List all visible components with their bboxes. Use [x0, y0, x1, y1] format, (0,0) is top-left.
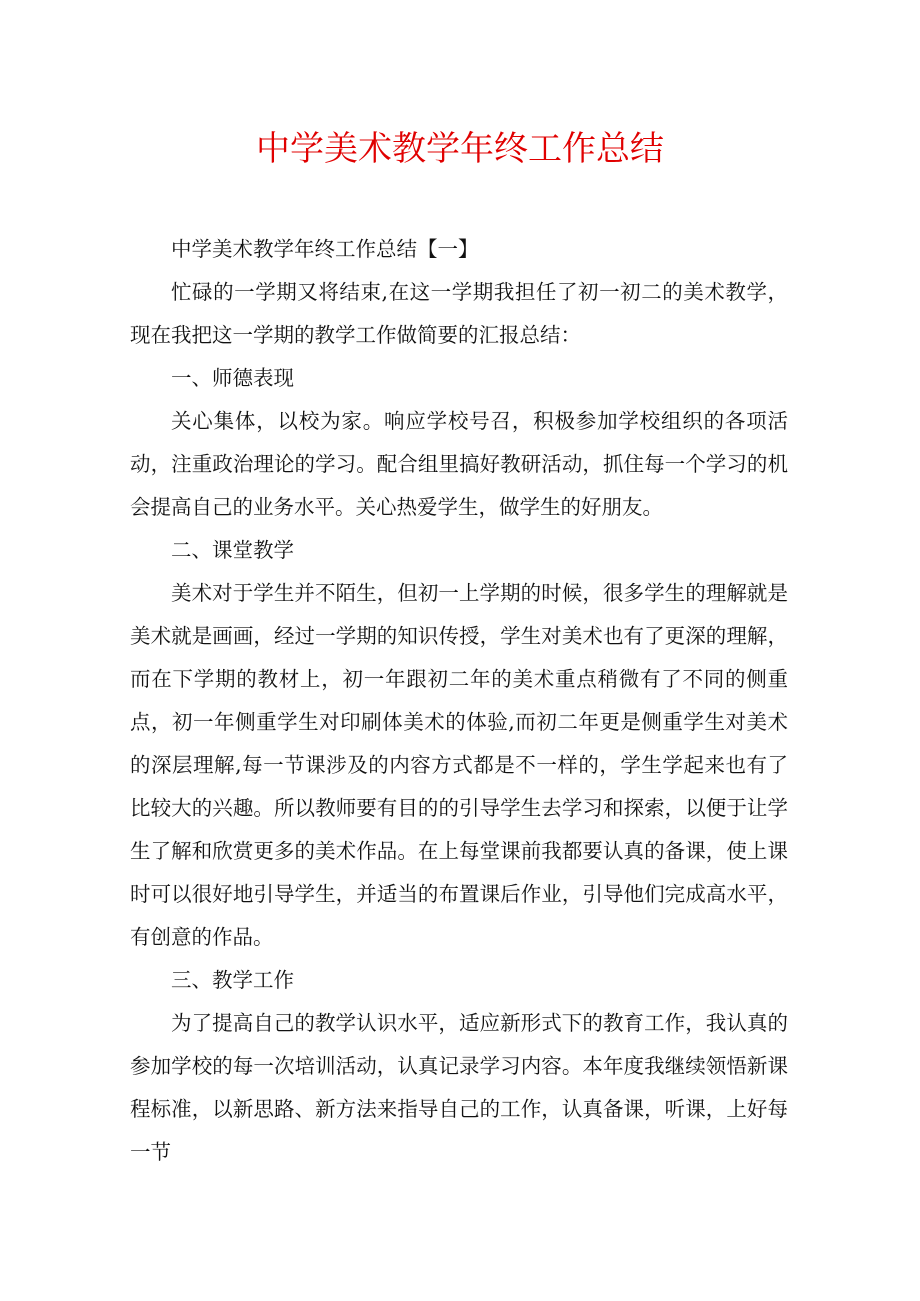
ethics-paragraph: 关心集体，以校为家。响应学校号召，积极参加学校组织的各项活动，注重政治理论的学习。配合组里搞好教研活动，抓住每一个学习的机会提高自己的业务水平。关心热爱学生，做学生的好朋友。	[130, 409, 788, 519]
document-body	[130, 228, 788, 1174]
teaching-work-paragraph: 为了提高自己的教学认识水平，适应新形式下的教育工作，我认真的参加学校的每一次培训活动，认真记录学习内容。本年度我继续领悟新课程标准，以新思路、新方法来指导自己的工作，认真备课，听课，上好每一节	[130, 1011, 788, 1164]
heading-classroom-teaching: 二、课堂教学	[171, 538, 294, 562]
intro-paragraph: 忙碌的一学期又将结束,在这一学期我担任了初一初二的美术教学，现在我把这一学期的教学工作做简要的汇报总结：	[130, 280, 788, 347]
classroom-paragraph: 美术对于学生并不陌生，但初一上学期的时候，很多学生的理解就是美术就是画画，经过一学期的知识传授，学生对美术也有了更深的理解，而在下学期的教材上，初一年跟初二年的美术重点稍微有了不同的侧重点，初一年侧重学生对印刷体美术的体验,而初二年更是侧重学生对美术的深层理解,每一节课涉及的内容方式都是不一样的，学生学起来也有了比较大的兴趣。所以教师要有目的的引导学生去学习和探索，以便于让学生了解和欣赏更多的美术作品。在上每堂课前我都要认真的备课，使上课时可以很好地引导学生，并适当的布置课后作业，引导他们完成高水平，有创意的作品。	[130, 581, 788, 949]
section-subtitle: 中学美术教学年终工作总结【一】	[171, 237, 479, 261]
heading-teaching-work: 三、教学工作	[171, 968, 294, 992]
document-title: 中学美术教学年终工作总结	[256, 129, 664, 169]
heading-teacher-ethics: 一、师德表现	[171, 366, 294, 390]
